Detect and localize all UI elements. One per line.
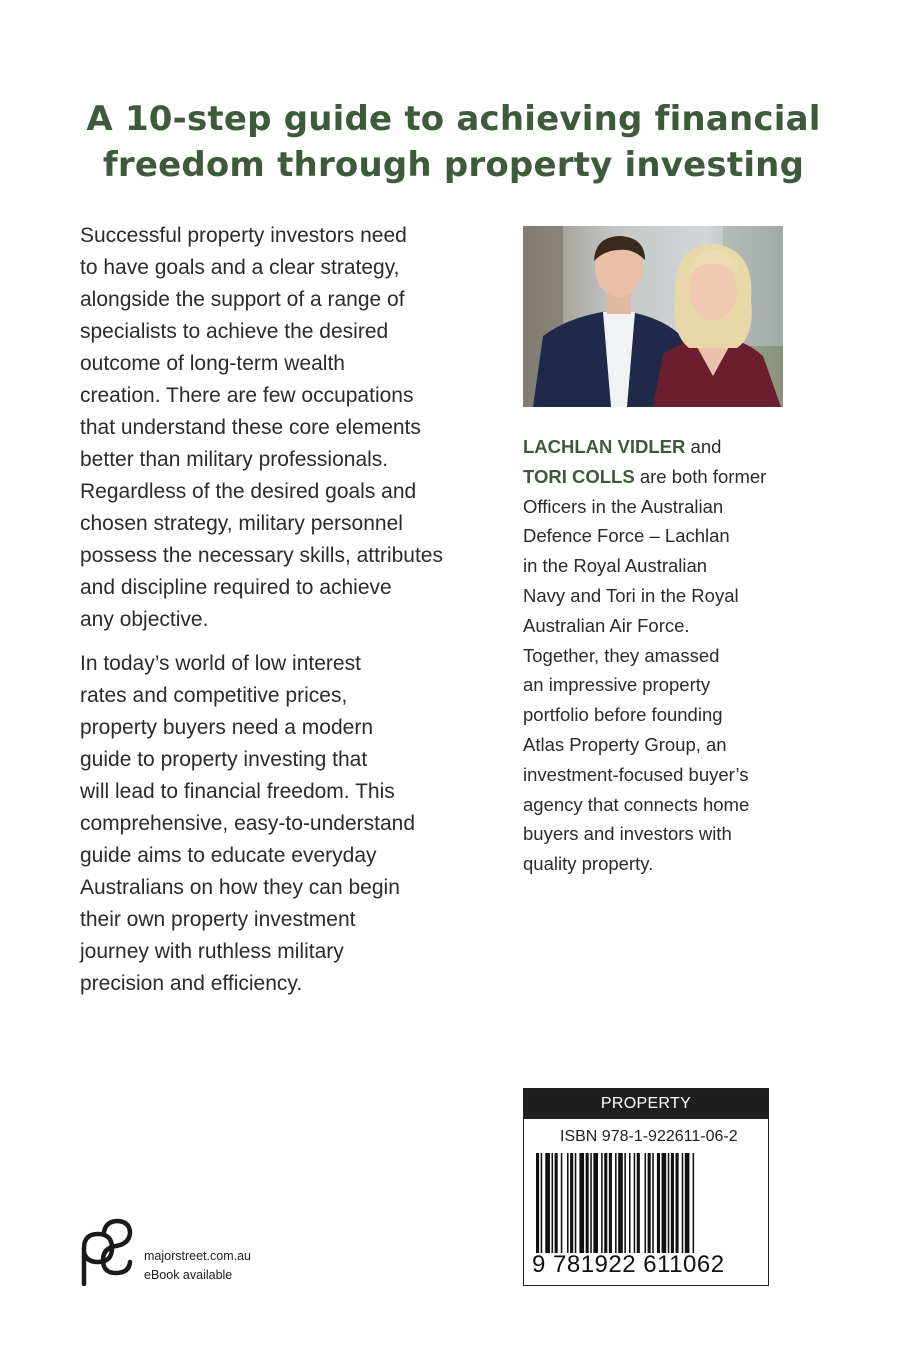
blurb-line: alongside the support of a range of <box>80 288 405 311</box>
barcode-bar <box>629 1153 631 1253</box>
barcode-digits: 9 781922 611062 <box>532 1251 725 1278</box>
barcode-bar <box>624 1153 626 1253</box>
barcode-panel <box>523 1088 769 1286</box>
barcode-bar <box>637 1153 640 1253</box>
barcode-bar <box>609 1153 612 1253</box>
blurb-line: creation. There are few occupations <box>80 384 414 407</box>
blurb-line: In today’s world of low interest <box>80 652 361 675</box>
barcode-bar <box>555 1153 558 1253</box>
ebook-note: eBook available <box>144 1268 233 1282</box>
publisher-logo-icon <box>78 1218 134 1286</box>
blurb-line: comprehensive, easy-to-understand <box>80 812 416 835</box>
barcode-bar <box>604 1153 607 1253</box>
bio-text: and <box>685 436 722 457</box>
blurb-line: rates and competitive prices, <box>80 684 348 707</box>
author-bio <box>523 432 823 879</box>
headline-line-2: freedom through property investing <box>102 145 805 185</box>
barcode-bar <box>693 1153 695 1253</box>
barcode-bar <box>645 1153 647 1253</box>
barcode-bar <box>668 1153 670 1253</box>
author-photo-illustration <box>523 226 783 407</box>
blurb-line: Regardless of the desired goals and <box>80 480 417 503</box>
blurb-line: will lead to financial freedom. This <box>80 780 395 803</box>
publisher-website: majorstreet.com.au <box>144 1249 251 1263</box>
blurb-line: possess the necessary skills, attributes <box>80 544 443 567</box>
barcode-bar <box>570 1153 573 1253</box>
publisher-info <box>144 1247 251 1285</box>
barcode <box>534 1153 758 1253</box>
blurb-line: better than military professionals. <box>80 448 389 471</box>
bio-line: agency that connects home <box>523 793 750 815</box>
blurb-line: outcome of long-term wealth <box>80 352 345 375</box>
barcode-bar <box>676 1153 679 1253</box>
author-name-lachlan: LACHLAN VIDLER <box>523 436 686 457</box>
barcode-bar <box>586 1153 589 1253</box>
blurb-line: Australians on how they can begin <box>80 876 400 899</box>
barcode-bar <box>575 1153 577 1253</box>
bio-line: Australian Air Force. <box>523 614 690 636</box>
bio-line: Defence Force – Lachlan <box>523 525 730 547</box>
author-name-tori: TORI COLLS <box>523 465 635 487</box>
bio-line: quality property. <box>523 853 654 875</box>
barcode-bar <box>682 1153 684 1253</box>
category-label: PROPERTY <box>524 1089 768 1119</box>
barcode-bar <box>561 1153 563 1253</box>
bio-line: in the Royal Australian <box>523 555 708 577</box>
bio-line-1 <box>523 432 823 462</box>
blurb-line: guide aims to educate everyday <box>80 844 377 867</box>
barcode-bar <box>618 1153 623 1253</box>
bio-line: portfolio before founding <box>523 704 723 726</box>
blurb-line: guide to property investing that <box>80 748 368 771</box>
bio-line: an impressive property <box>523 674 711 696</box>
blurb-line: their own property investment <box>80 908 356 931</box>
barcode-bar <box>567 1153 569 1253</box>
barcode-bar <box>652 1153 654 1253</box>
isbn-text: ISBN 978-1-922611-06-2 <box>560 1128 738 1145</box>
barcode-bar <box>657 1153 660 1253</box>
barcode-bar <box>601 1153 603 1253</box>
blurb-line: precision and efficiency. <box>80 972 303 995</box>
bio-line: investment-focused buyer’s <box>523 763 749 785</box>
bio-line: Officers in the Australian <box>523 495 724 517</box>
barcode-bar <box>593 1153 598 1253</box>
blurb-line: Successful property investors need <box>80 224 407 247</box>
bio-line: buyers and investors with <box>523 823 732 845</box>
barcode-bar <box>545 1153 550 1253</box>
blurb-line: that understand these core elements <box>80 416 421 439</box>
blurb-line: and discipline required to achieve <box>80 576 392 599</box>
barcode-bar <box>552 1153 554 1253</box>
blurb-line: any objective. <box>80 608 209 631</box>
headline <box>40 96 867 188</box>
barcode-bar <box>536 1153 539 1253</box>
barcode-bar <box>648 1153 651 1253</box>
barcode-bar <box>590 1153 592 1253</box>
headline-line-1: A 10-step guide to achieving financial <box>86 99 821 139</box>
blurb-line: chosen strategy, military personnel <box>80 512 403 535</box>
book-blurb <box>80 220 480 1012</box>
bio-line: Together, they amassed <box>523 644 720 666</box>
bio-line: Atlas Property Group, an <box>523 733 727 755</box>
blurb-paragraph-1 <box>80 220 480 636</box>
blurb-line: property buyers need a modern <box>80 716 374 739</box>
author-photo <box>523 226 783 407</box>
blurb-line: to have goals and a clear strategy, <box>80 256 400 279</box>
bio-text: are both former <box>634 465 767 487</box>
blurb-line: journey with ruthless military <box>80 940 344 963</box>
bio-line: Navy and Tori in the Royal <box>523 584 739 606</box>
barcode-bar <box>662 1153 667 1253</box>
barcode-bar <box>671 1153 674 1253</box>
bio-line-2 <box>523 462 823 492</box>
barcode-bar <box>615 1153 617 1253</box>
barcode-bar <box>634 1153 636 1253</box>
blurb-line: specialists to achieve the desired <box>80 320 389 343</box>
barcode-bar <box>541 1153 543 1253</box>
blurb-paragraph-2 <box>80 648 480 1000</box>
barcode-bar <box>579 1153 584 1253</box>
barcode-bar <box>685 1153 690 1253</box>
